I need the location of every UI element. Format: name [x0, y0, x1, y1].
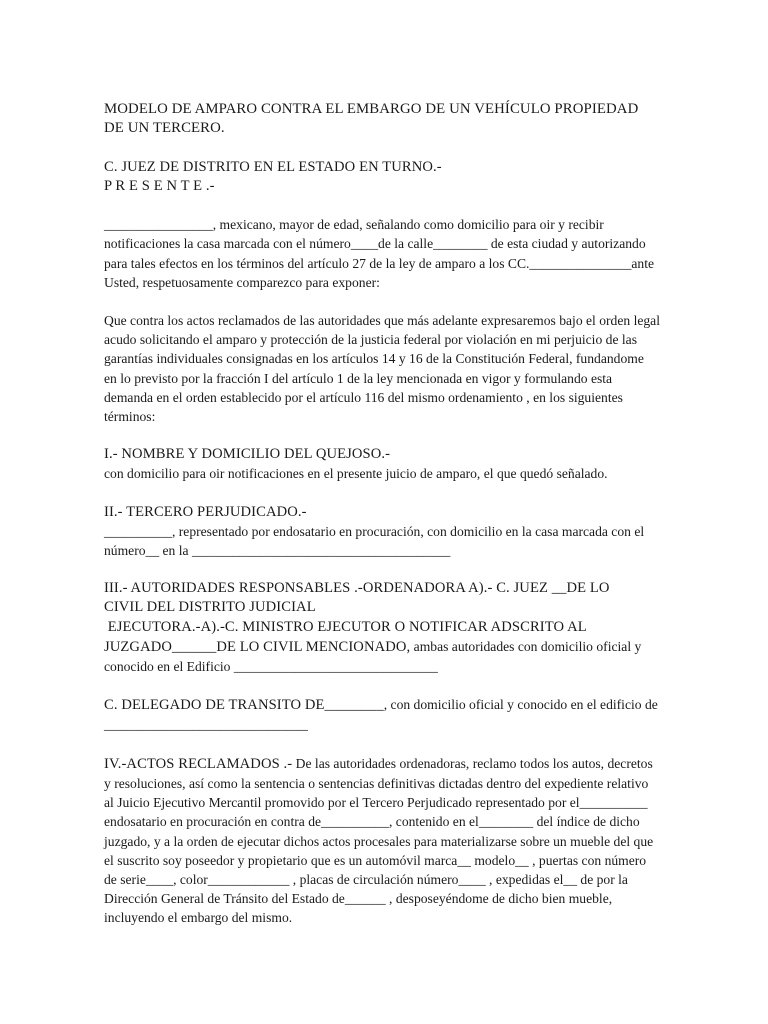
section-iii	[104, 579, 660, 676]
grounds-paragraph-block	[104, 311, 664, 426]
document-title-line-1: MODELO DE AMPARO CONTRA EL EMBARGO DE UN VEHÍCULO PROPIEDAD	[104, 101, 639, 117]
document-body	[104, 100, 664, 928]
section-ii-body: __________, representado por endosatario en procuración, con domicilio en la casa marcada con el número__ en la ______________________________________	[104, 523, 648, 559]
section-iv-body: De las autoridades ordenadoras, reclamo todos los autos, decretos y resoluciones, así como la sentencia o sentencias definitivas dictadas dentro del expediente relativo al Juicio Ejecutivo Mercantil promovido por el Tercero Perjudicado representado por el__________ endosatario en procuración en contra de__________, contenido en el________ del índice de dicho juzgado, y a la orden de ejecutar dichos actos procesales para materializarse sobre un mueble del que el suscrito soy poseedor y propietario que es un automóvil marca__ modelo__ , puertas con número de serie____, color____________ , placas de circulación número____ , expedidas el__ de por la Dirección General de Tránsito del Estado de______ , desposeyéndome de dicho bien mueble, incluyendo el embargo del mismo.	[104, 755, 657, 926]
section-i-body: con domicilio para oir notificaciones en el presente juicio de amparo, el que quedó señalado.	[104, 466, 608, 482]
section-iv	[104, 754, 660, 928]
section-i-heading: I.- NOMBRE Y DOMICILIO DEL QUEJOSO.-	[104, 446, 391, 463]
section-iii-heading-line-3: EJECUTORA.-A).-C. MINISTRO EJECUTOR O NOTIFICAR ADSCRITO AL	[104, 618, 587, 635]
intro-paragraph-block	[104, 215, 660, 292]
section-iv-heading: IV.-ACTOS RECLAMADOS .-	[104, 755, 293, 772]
section-ii	[104, 503, 660, 561]
section-iv-paragraph	[104, 754, 660, 928]
document-title-line-2: DE UN TERCERO.	[104, 120, 225, 137]
document-title	[104, 100, 660, 139]
intro-paragraph: ________________, mexicano, mayor de edad, señalando como domicilio para oir y recibir notificaciones la casa marcada con el número____de la calle________ de esta ciudad y autorizando para tales efectos en los términos del artículo 27 de la ley de amparo a los CC._______________ante Usted, respetuosamente comparezco para exponer:	[104, 217, 658, 290]
section-transito-body-tail: , con domicilio oficial y conocido en el edificio de ______________________________	[104, 697, 662, 733]
grounds-paragraph: Que contra los actos reclamados de las autoridades que más adelante expresaremos bajo el orden legal acudo solicitando el amparo y protección de la justicia federal por violación en mi perjuicio de las garantías individuales consignadas en los artículos 14 y 16 de la Constitución Federal, fundandome en lo previsto por la fracción I del artículo 1 de la ley mencionada en vigor y formulando esta demanda en el orden establecido por el artículo 116 del mismo ordenamiento , en los siguientes términos:	[104, 313, 664, 425]
section-i	[104, 445, 660, 483]
section-ii-heading: II.- TERCERO PERJUDICADO.-	[104, 503, 307, 520]
section-iii-heading-line-1: III.- AUTORIDADES RESPONSABLES .-ORDENADORA A).- C. JUEZ __DE LO	[104, 580, 610, 597]
section-iii-body-tail: ambas autoridades con domicilio oficial y conocido en el Edificio ______________________________	[104, 638, 645, 675]
section-iii-body	[104, 637, 660, 676]
addressee-line-1: C. JUEZ DE DISTRITO EN EL ESTADO EN TURNO.-	[104, 158, 442, 175]
section-iii-heading-line-2: CIVIL DEL DISTRITO JUDICIAL	[104, 599, 316, 616]
section-transito-heading: C. DELEGADO DE TRANSITO DE________	[104, 697, 384, 714]
section-transito	[104, 695, 660, 734]
addressee-line-2: P R E S E N T E .-	[104, 178, 215, 195]
section-transito-paragraph	[104, 695, 660, 734]
section-iii-heading-line-4: JUZGADO______DE LO CIVIL MENCIONADO,	[104, 638, 411, 655]
addressee-block	[104, 158, 660, 196]
